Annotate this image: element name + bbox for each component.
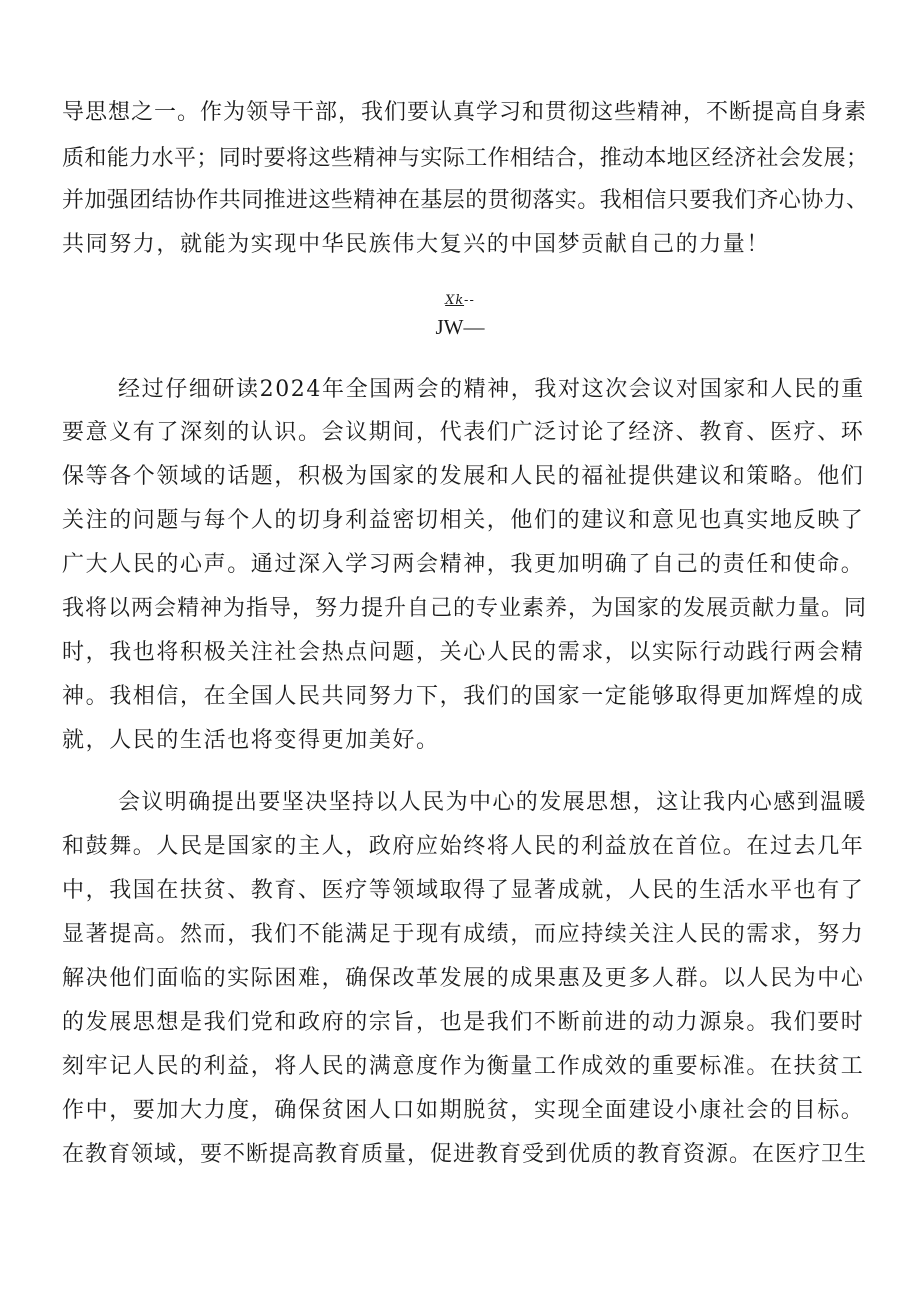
text-line: 刻牢记人民的利益，将人民的满意度作为衡量工作成效的重要标准。在扶贫工 [62, 1054, 865, 1079]
text-line: 时，我也将积极关注社会热点问题，关心人民的需求，以实际行动践行两会精 [62, 640, 865, 665]
text-line: 神。我相信，在全国人民共同努力下，我们的国家一定能够取得更加辉煌的成 [62, 684, 865, 709]
text-line: 我将以两会精神为指导，努力提升自己的专业素养，为国家的发展贡献力量。同 [62, 596, 868, 621]
text-line: 质和能力水平；同时要将这些精神与实际工作相结合，推动本地区经济社会发展； [62, 146, 869, 171]
separator-mark-bottom: JW— [435, 315, 485, 339]
text-line: 导思想之一。作为领导干部，我们要认真学习和贯彻这些精神，不断提高自身素 [62, 100, 868, 125]
text-line: 经过仔细研读2024年全国两会的精神，我对这次会议对国家和人民的重 [118, 377, 865, 402]
text-line: 作中，要加大力度，确保贫困人口如期脱贫，实现全面建设小康社会的目标。 [62, 1098, 865, 1123]
text-line: 中，我国在扶贫、教育、医疗等领域取得了显著成就，人民的生活水平也有了 [62, 878, 865, 903]
separator-mark-top-b: -- [464, 293, 475, 308]
text-line: 解决他们面临的实际困难，确保改革发展的成果惠及更多人群。以人民为中心 [62, 966, 865, 991]
text-line: 会议明确提出要坚决坚持以人民为中心的发展思想，这让我内心感到温暖 [118, 790, 867, 815]
text-line: 和鼓舞。人民是国家的主人，政府应始终将人民的利益放在首位。在过去几年 [62, 834, 865, 859]
separator-mark-top-a: Xk [445, 293, 465, 308]
text-line: 关注的问题与每个人的切身利益密切相关，他们的建议和意见也真实地反映了 [62, 508, 865, 533]
text-line: 显著提高。然而，我们不能满足于现有成绩，而应持续关注人民的需求，努力 [62, 922, 865, 947]
text-line: 就，人民的生活也将变得更加美好。 [62, 728, 440, 753]
text-line: 在教育领域，要不断提高教育质量，促进教育受到优质的教育资源。在医疗卫生 [62, 1142, 868, 1167]
text-line: 并加强团结协作共同推进这些精神在基层的贯彻落实。我相信只要我们齐心协力、 [62, 188, 869, 213]
text-line: 共同努力，就能为实现中华民族伟大复兴的中国梦贡献自己的力量！ [62, 232, 771, 257]
text-line: 广大人民的心声。通过深入学习两会精神，我更加明确了自己的责任和使命。 [62, 552, 865, 577]
text-line: 要意义有了深刻的认识。会议期间，代表们广泛讨论了经济、教育、医疗、环 [62, 420, 865, 445]
text-line: 的发展思想是我们党和政府的宗旨，也是我们不断前进的动力源泉。我们要时 [62, 1010, 865, 1035]
separator-mark-top [0, 294, 920, 308]
text-line: 保等各个领域的话题，积极为国家的发展和人民的福祉提供建议和策略。他们 [62, 464, 865, 489]
